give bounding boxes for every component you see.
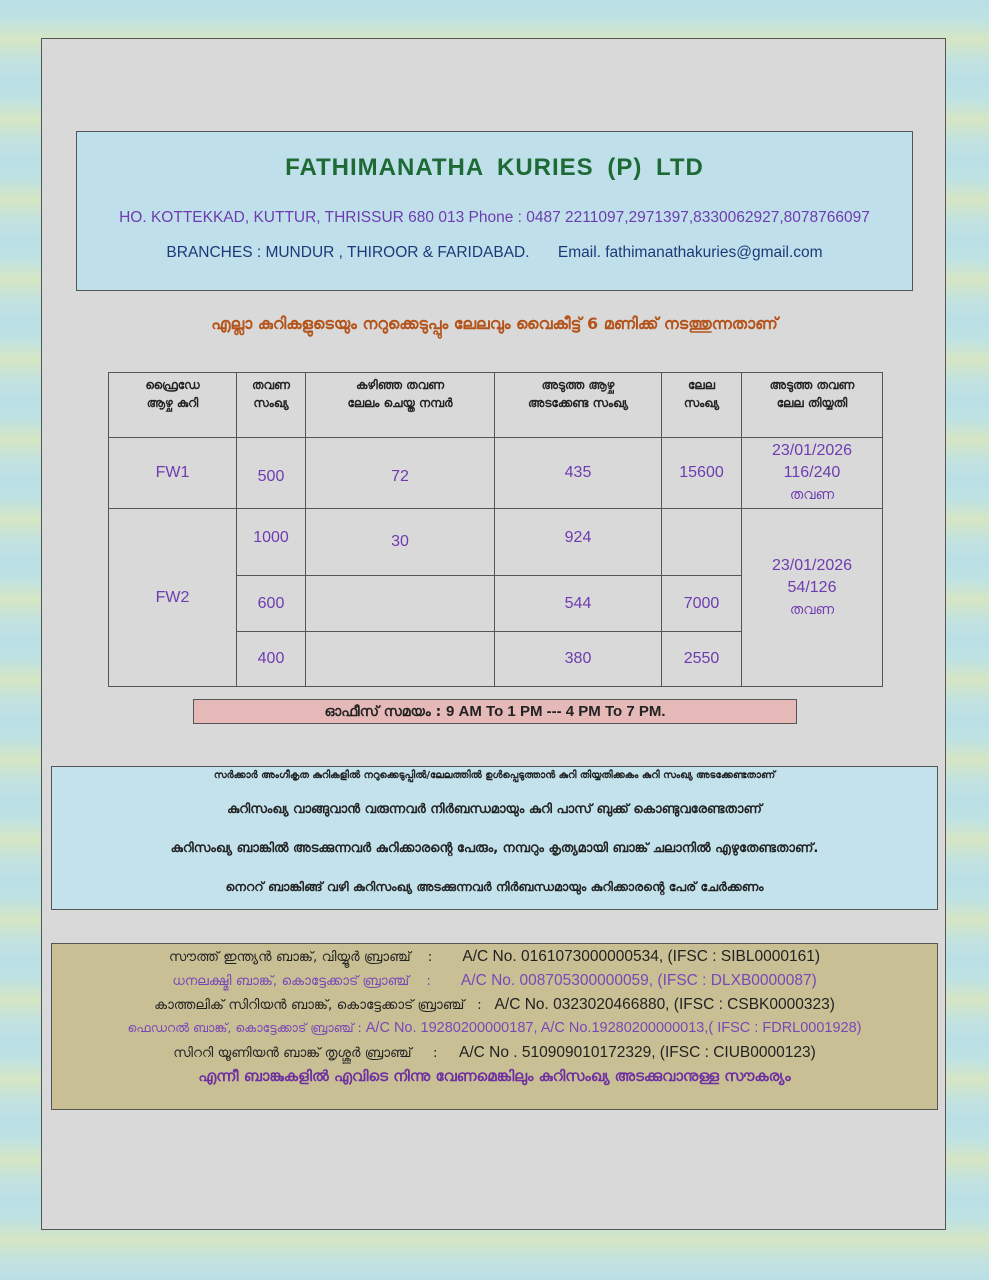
- rule-line: കുറിസംഖ്യ ബാങ്കിൽ അടക്കുന്നവർ കുറിക്കാരന്റെ പേരും, നമ്പറും കൃത്യമായി ബാങ്ക് ചലാനിൽ എഴുതേണ്ടതാണ്.: [170, 841, 819, 856]
- bank-row: ഫെഡറൽ ബാങ്ക്, കൊട്ടേക്കാട് ബ്രാഞ്ച് : A/C No. 19280200000187, A/C No.19280200000013,( IFSC : FDRL0001928): [127, 1020, 862, 1036]
- tavana-label: തവണ: [789, 487, 835, 503]
- bank-account: A/C No . 510909010172329, (IFSC : CIUB0000123): [459, 1044, 816, 1061]
- bank-account: A/C No. 008705300000059, (IFSC : DLXB0000087): [460, 972, 817, 989]
- bank-details-box: [51, 943, 938, 1110]
- auction-date: 23/01/2026: [771, 442, 853, 459]
- rule-line: നെററ് ബാങ്കിങ്ങ് വഴി കുറിസംഖ്യ അടക്കുന്നവർ നിർബന്ധമായും കുറിക്കാരന്റെ പേര് ചേർക്കണം: [225, 879, 764, 894]
- last-auction-cell: [306, 576, 495, 632]
- bank-account: A/C No. 0161073000000534, (IFSC : SIBL0000161): [462, 948, 820, 965]
- branches-text: BRANCHES : MUNDUR , THIROOR & FARIDABAD.: [166, 244, 530, 261]
- bank-name: കാത്തലിക് സിറിയൻ ബാങ്ക്, കൊട്ടേക്കാട് ബ്രാഞ്ച്: [154, 997, 465, 1013]
- bid-cell: 15600: [662, 438, 742, 509]
- amount-cell: 400: [237, 632, 306, 687]
- last-auction-cell: [306, 632, 495, 687]
- office-hours-box: [193, 699, 797, 724]
- next-auction-date-cell: [742, 509, 883, 687]
- banks-footer: എന്നീ ബാങ്കുകളിൽ എവിടെ നിന്നു വേണമെങ്കിലും കുറിസംഖ്യ അടക്കുവാനുള്ള സൗകര്യം: [198, 1067, 791, 1085]
- kuri-name: FW2: [109, 509, 237, 687]
- header-cell: അടുത്ത ആഴ്ച അടക്കേണ്ട സംഖ്യ: [495, 373, 662, 438]
- company-name: FATHIMANATHA KURIES (P) LTD: [285, 154, 704, 181]
- company-header: [76, 131, 913, 291]
- amount-cell: 600: [237, 576, 306, 632]
- branches-line: [77, 244, 912, 262]
- bank-name: സൗത്ത് ഇന്ത്യൻ ബാങ്ക്, വിയ്യൂർ ബ്രാഞ്ച്: [169, 949, 411, 965]
- amount-cell: 1000: [237, 509, 306, 576]
- next-week-cell: 924: [495, 509, 662, 576]
- header-cell: ഫ്രൈഡേ ആഴ്ച കുറി: [109, 373, 237, 438]
- table-row: [109, 438, 883, 509]
- bank-account: A/C No. 19280200000187, A/C No.19280200000013,( IFSC : FDRL0001928): [365, 1020, 862, 1036]
- last-auction-cell: 30: [306, 509, 495, 576]
- bank-name: സിററി യൂണിയൻ ബാങ്ക് തൃശ്ശൂർ ബ്രാഞ്ച്: [173, 1045, 412, 1061]
- next-week-cell: 544: [495, 576, 662, 632]
- next-week-cell: 435: [495, 438, 662, 509]
- bid-cell: 2550: [662, 632, 742, 687]
- bank-row: ധനലക്ഷ്മി ബാങ്ക്, കൊട്ടേക്കാട് ബ്രാഞ്ച് : A/C No. 008705300000059, (IFSC : DLXB0000087): [172, 972, 817, 989]
- installment-count: 116/240: [783, 464, 841, 481]
- table-header-row: [109, 373, 883, 438]
- office-hours-label: ഓഫീസ് സമയം :: [324, 704, 442, 720]
- rules-box: [51, 766, 938, 910]
- amount-cell: 500: [237, 438, 306, 509]
- bid-cell: 7000: [662, 576, 742, 632]
- bank-name: ധനലക്ഷ്മി ബാങ്ക്, കൊട്ടേക്കാട് ബ്രാഞ്ച്: [172, 973, 410, 989]
- next-auction-date-cell: [742, 438, 883, 509]
- rule-line: കുറിസംഖ്യ വാങ്ങുവാൻ വരുന്നവർ നിർബന്ധമായും കുറി പാസ് ബുക്ക് കൊണ്ടുവരേണ്ടതാണ്: [227, 802, 762, 817]
- head-office-address: HO. KOTTEKKAD, KUTTUR, THRISSUR 680 013 Phone : 0487 2211097,2971397,8330062927,8078766097: [119, 209, 870, 226]
- bank-row: സൗത്ത് ഇന്ത്യൻ ബാങ്ക്, വിയ്യൂർ ബ്രാഞ്ച് : A/C No. 0161073000000534, (IFSC : SIBL0000161): [169, 948, 820, 965]
- tavana-label: തവണ: [789, 602, 835, 618]
- next-week-cell: 380: [495, 632, 662, 687]
- header-cell: തവണ സംഖ്യ: [237, 373, 306, 438]
- kuri-table: [108, 372, 883, 687]
- header-cell: അടുത്ത തവണ ലേല തിയ്യതി: [742, 373, 883, 438]
- kuri-name: FW1: [109, 438, 237, 509]
- table-row: [109, 509, 883, 576]
- bank-account: A/C No. 0323020466880, (IFSC : CSBK0000323): [494, 996, 835, 1013]
- bid-cell: [662, 509, 742, 576]
- draw-time-notice: എല്ലാ കുറികളുടെയും നറുക്കെടുപ്പും ലേലവും വൈകീട്ട് 6 മണിക്ക് നടത്തുന്നതാണ്: [211, 314, 778, 333]
- last-auction-cell: 72: [306, 438, 495, 509]
- bank-row: കാത്തലിക് സിറിയൻ ബാങ്ക്, കൊട്ടേക്കാട് ബ്രാഞ്ച് : A/C No. 0323020466880, (IFSC : CSBK0000323): [154, 996, 835, 1013]
- bank-name: ഫെഡറൽ ബാങ്ക്, കൊട്ടേക്കാട് ബ്രാഞ്ച്: [127, 1020, 354, 1035]
- header-cell: കഴിഞ്ഞ തവണ ലേലം ചെയ്ത നമ്പർ: [306, 373, 495, 438]
- office-hours-value: 9 AM To 1 PM --- 4 PM To 7 PM.: [446, 703, 666, 720]
- auction-date: 23/01/2026: [771, 557, 853, 574]
- rule-line: സർക്കാർ അംഗീകൃത കുറികളിൽ നറുക്കെടുപ്പിൽ/ലേലത്തിൽ ഉൾപ്പെടുത്താൻ കുറി തിയ്യതിക്കകം കുറി സംഖ്യ അടക്കേണ്ടതാണ്: [213, 770, 776, 781]
- header-cell: ലേല സംഖ്യ: [662, 373, 742, 438]
- installment-count: 54/126: [787, 579, 837, 596]
- bank-row: സിററി യൂണിയൻ ബാങ്ക് തൃശ്ശൂർ ബ്രാഞ്ച് : A/C No . 510909010172329, (IFSC : CIUB0000123): [173, 1044, 816, 1061]
- email-text: Email. fathimanathakuries@gmail.com: [557, 244, 823, 261]
